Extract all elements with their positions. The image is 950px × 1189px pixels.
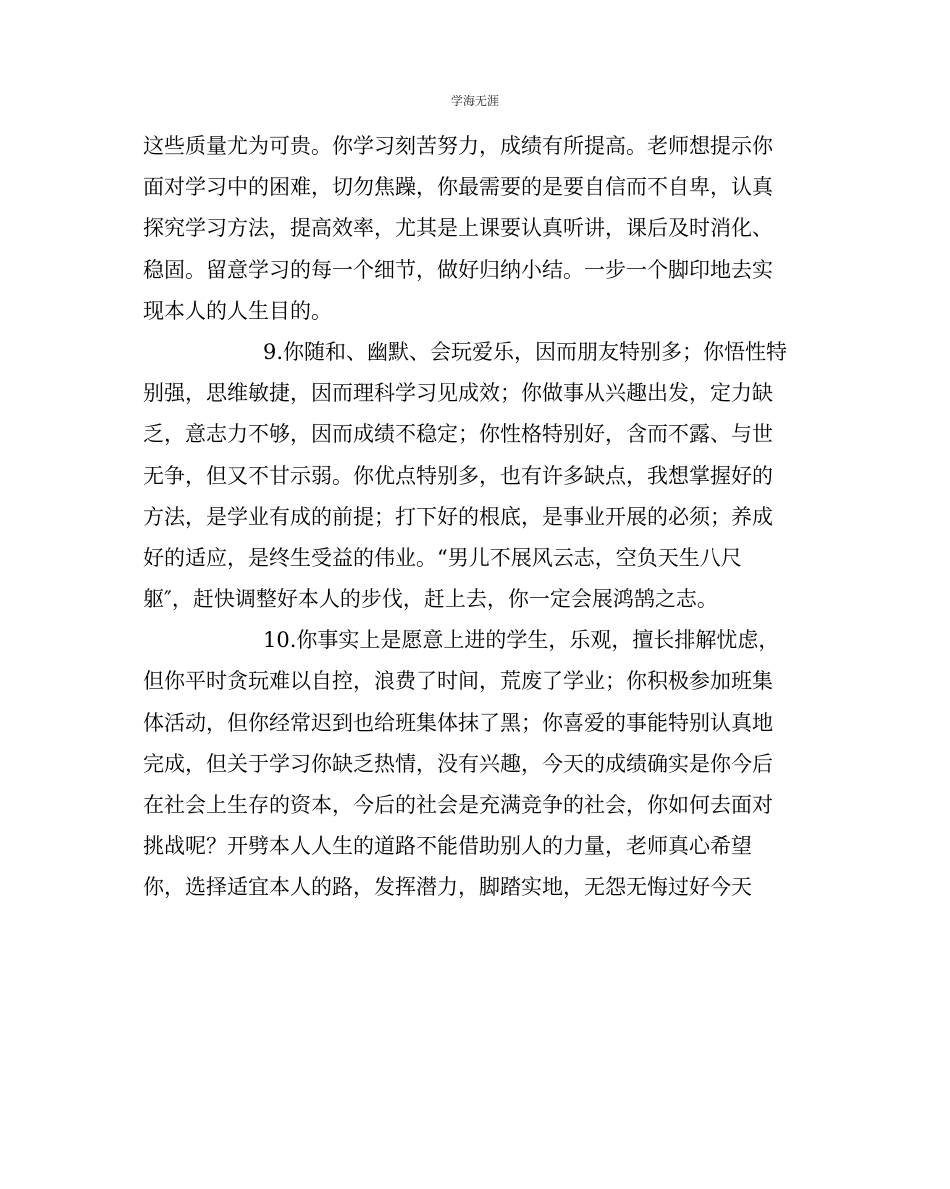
text-line: 但你平时贪玩难以自控，浪费了时间，荒废了学业；你积极参加班集 <box>143 669 773 694</box>
text-line: 你，选择适宜本人的路，发挥潜力，脚踏实地，无怨无悔过好今天 <box>143 875 752 900</box>
paragraph-10-start: 10.你事实上是愿意上进的学生，乐观，擅长排解忧虑， <box>263 628 780 653</box>
text-line: 方法，是学业有成的前提；打下好的根底，是事业开展的必须；养成 <box>143 504 773 529</box>
text-line: 在社会上生存的资本，今后的社会是充满竞争的社会，你如何去面对 <box>143 793 773 817</box>
text-line: 完成，但关于学习你缺乏热情，没有兴趣，今天的成绩确实是你今后 <box>143 751 773 776</box>
page-header: 学海无涯 <box>450 94 499 108</box>
text-line: 躯″，赶快调整好本人的步伐，赶上去，你一定会展鸿鹄之志。 <box>143 587 718 612</box>
text-line: 稳固。留意学习的每一个细节，做好归纳小结。一步一个脚印地去实 <box>143 257 773 282</box>
text-line: 无争，但又不甘示弱。你优点特别多，也有许多缺点，我想掌握好的 <box>143 463 773 488</box>
text-line: 好的适应，是终生受益的伟业。“男儿不展风云志，空负天生八尺 <box>143 545 742 570</box>
text-line: 探究学习方法，提高效率，尤其是上课要认真听讲，课后及时消化、 <box>143 216 773 241</box>
text-line: 现本人的人生目的。 <box>143 298 332 323</box>
paragraph-9-start: 9.你随和、幽默、会玩爱乐，因而朋友特别多；你悟性特 <box>263 339 788 364</box>
text-line: 体活动，但你经常迟到也给班集体抹了黑；你喜爱的事能特别认真地 <box>143 710 773 735</box>
text-line: 别强，思维敏捷，因而理科学习见成效；你做事从兴趣出发，定力缺 <box>143 381 773 406</box>
text-line: 乏，意志力不够，因而成绩不稳定；你性格特别好，含而不露、与世 <box>143 422 773 447</box>
text-line: 挑战呢？开劈本人人生的道路不能借助别人的力量，老师真心希望 <box>143 834 752 859</box>
body-text <box>143 126 807 909</box>
text-line: 这些质量尤为可贵。你学习刻苦努力，成绩有所提高。老师想提示你 <box>143 134 773 158</box>
text-line: 面对学习中的困难，切勿焦躁，你最需要的是要自信而不自卑，认真 <box>143 175 773 200</box>
